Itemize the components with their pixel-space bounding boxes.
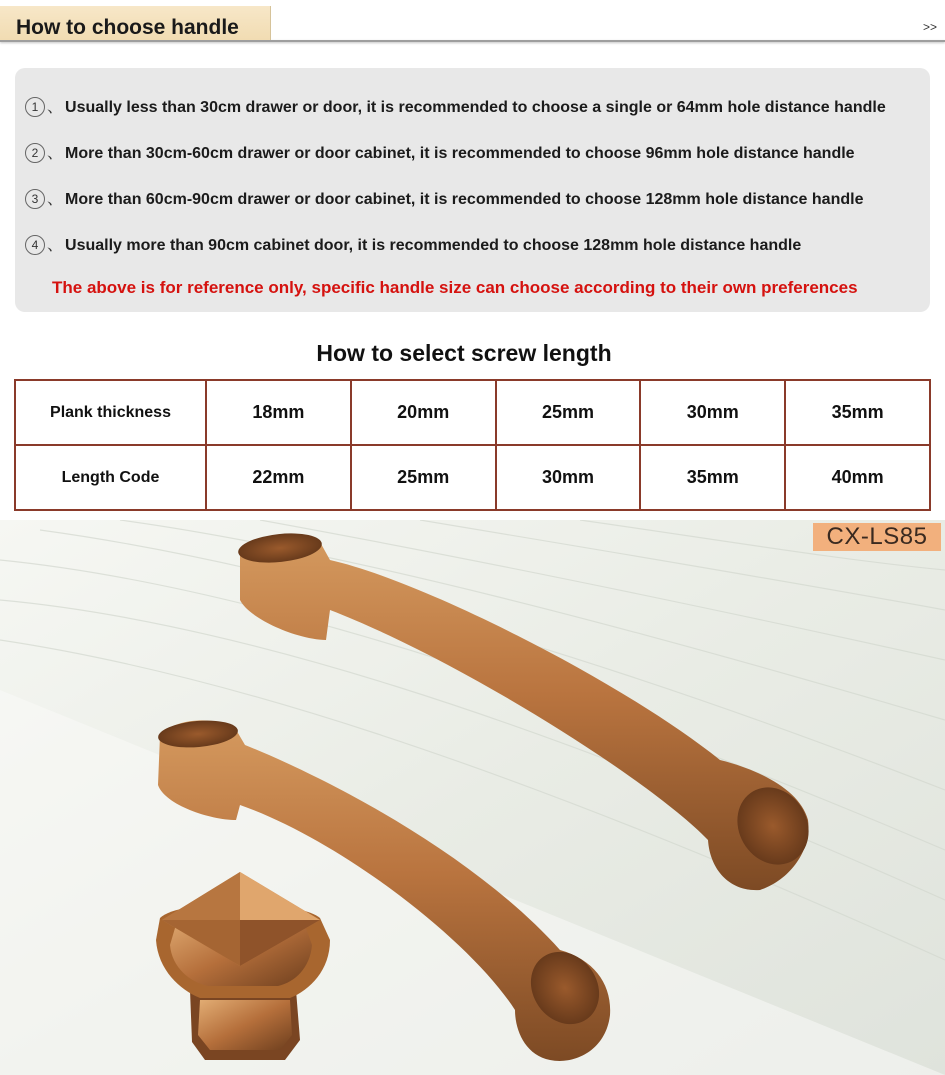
model-tag: CX-LS85 bbox=[813, 523, 941, 551]
section-title: How to choose handle bbox=[16, 16, 239, 39]
screw-table-title: How to select screw length bbox=[316, 340, 612, 366]
table-cell: 30mm bbox=[640, 380, 785, 445]
header-title-tab bbox=[0, 6, 271, 40]
product-illustration bbox=[0, 520, 945, 1075]
section-header bbox=[0, 0, 945, 48]
circled-number: 4 bbox=[25, 235, 45, 255]
recommendation-item: 1 、 Usually less than 30cm drawer or door, it is recommended to choose a single or 64mm hole distance handle bbox=[25, 94, 886, 117]
header-divider bbox=[0, 40, 945, 42]
recommendation-text: Usually less than 30cm drawer or door, it is recommended to choose a single or 64mm hole distance handle bbox=[65, 99, 886, 116]
table-cell: 40mm bbox=[785, 445, 930, 510]
table-row bbox=[15, 380, 930, 445]
recommendation-item: 3 、 More than 60cm-90cm drawer or door cabinet, it is recommended to choose 128mm hole distance handle bbox=[25, 186, 863, 209]
screw-length-table bbox=[14, 379, 931, 511]
reference-note: The above is for reference only, specific handle size can choose according to their own preferences bbox=[52, 278, 858, 297]
product-photo bbox=[0, 520, 945, 1075]
more-link[interactable]: >> bbox=[922, 20, 937, 34]
recommendation-text: More than 60cm-90cm drawer or door cabinet, it is recommended to choose 128mm hole distance handle bbox=[65, 191, 864, 208]
table-cell: 18mm bbox=[206, 380, 351, 445]
recommendation-text: Usually more than 90cm cabinet door, it is recommended to choose 128mm hole distance handle bbox=[65, 237, 802, 254]
table-row bbox=[15, 445, 930, 510]
recommendation-item: 2 、 More than 30cm-60cm drawer or door cabinet, it is recommended to choose 96mm hole distance handle bbox=[25, 140, 855, 163]
table-cell: 22mm bbox=[206, 445, 351, 510]
table-cell: 25mm bbox=[496, 380, 641, 445]
table-cell: 20mm bbox=[351, 380, 496, 445]
table-cell: 35mm bbox=[640, 445, 785, 510]
circled-number: 3 bbox=[25, 189, 45, 209]
circled-number: 2 bbox=[25, 143, 45, 163]
table-cell: 30mm bbox=[496, 445, 641, 510]
recommendation-text: More than 30cm-60cm drawer or door cabinet, it is recommended to choose 96mm hole distance handle bbox=[65, 145, 855, 162]
table-cell: 35mm bbox=[785, 380, 930, 445]
table-cell: 25mm bbox=[351, 445, 496, 510]
row-header: Length Code bbox=[15, 445, 206, 510]
recommendation-item: 4 、 Usually more than 90cm cabinet door, it is recommended to choose 128mm hole distance handle bbox=[25, 232, 801, 255]
recommendation-panel bbox=[15, 68, 930, 312]
row-header: Plank thickness bbox=[15, 380, 206, 445]
circled-number: 1 bbox=[25, 97, 45, 117]
